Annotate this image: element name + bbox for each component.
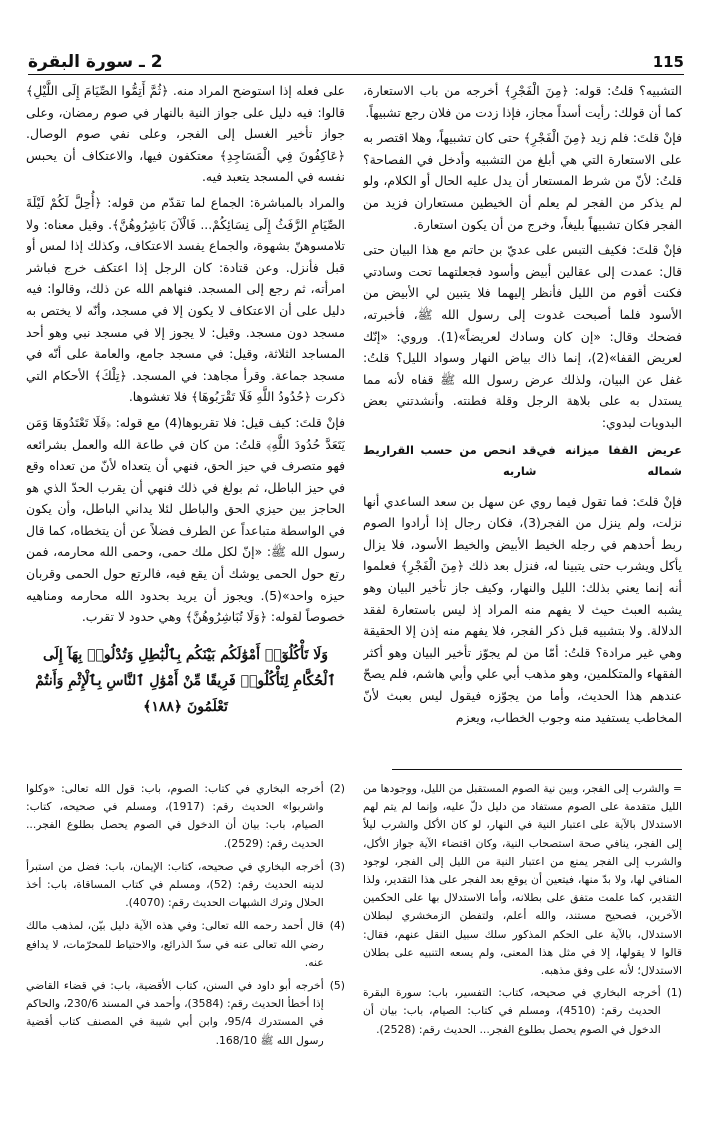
main-text	[26, 80, 682, 760]
footnote-number: (5)	[329, 979, 345, 993]
footnote-number: (3)	[329, 859, 345, 873]
right-column	[363, 80, 682, 760]
poem-second-hemistich: قد انحص من حسب القراريط شاربه	[363, 442, 537, 479]
footnote-separator	[392, 769, 682, 770]
footnotes-left-column	[26, 780, 345, 1110]
footnote-number: (4)	[329, 919, 345, 933]
quran-verse: وَلَا تَأْكُلُوٓا۟ أَمْوَٰلَكُم بَيْنَكُم بِٱلْبَٰطِلِ وَتُدْلُوا۟ بِهَآ إِلَى ٱلْحُكَّامِ لِتَأْكُلُوا۟ فَرِيقًا مِّنْ أَمْوَٰلِ ٱلنَّاسِ بِٱلْإِثْمِ وَأَنتُمْ تَعْلَمُونَ ﴿١٨٨﴾	[35, 646, 336, 715]
poem-first-hemistich: عريض القفا ميزانه في شماله	[536, 442, 682, 479]
footnote-1	[363, 984, 682, 1039]
footnote-text: قال أحمد رحمه الله تعالى: وفي هذه الآية دليل بيّن، لمذهب مالك رضي الله تعالى عنه في سدّ الذرائع، والاحتياط للمحرّمات، لا يدافع عنه.	[26, 919, 324, 969]
page-header	[28, 44, 684, 75]
surah-title: 2 ـ سورة البقرة	[28, 52, 163, 72]
footnote-text: أخرجه أبو داود في السنن، كتاب الأقضية، باب: في قضاء القاضي إذا أخطأ الحديث رقم: (3584)، وأحمد في المسند 230/6، والحاكم في المستدرك 95/4، وابن أبي شيبة في المصنف كتاب أقضية رسول الله ﷺ 168/10.	[26, 979, 324, 1047]
footnote-text: أخرجه البخاري في صحيحه، كتاب: الإيمان، باب: فضل من استبرأ لدينه الحديث رقم: (52)، ومسلم في كتاب المساقاة، باب: أخذ الحلال وترك الشبهات الحديث رقم: (4070).	[26, 859, 324, 910]
footnote-2	[26, 780, 345, 853]
footnote-text: أخرجه البخاري في كتاب: الصوم، باب: قول الله تعالى: «وكلوا واشربوا» الحديث رقم: (1917)، ومسلم في صحيحه، كتاب: الصيام، باب: بيان أن الدخول في الصوم يحصل بطلوع الفجر... الحديث رقم: (2529).	[26, 782, 324, 850]
paragraph: والمراد بالمباشرة: الجماع لما تقدّم من قوله: ﴿أُحِلَّ لَكُمْ لَيْلَةَ الصِّيَامِ الرَّفَثُ إِلَى نِسَائِكُمْ... فَالْآنَ بَاشِرُوهُنَّ﴾. وقيل معناه: ولا تلامسوهنّ بشهوة، والجماع يفسد الاعتكاف، وكذلك إذا لمس أو قبل فأنزل. وعن قتادة: كان الرجل إذا اعتكف خرج فباشر امرأته، ثم رجع إلى المسجد. فنهاهم الله عن ذلك، وقالوا: فيه دليل على أن الاعتكاف لا يكون إلا في مسجد، وأنّه لا يختص به مسجد دون مسجد. وقيل: لا يجوز إلا في مسجد نبي وهو أحد المساجد الثلاثة، وقيل: في مسجد جامع، والعامة على أنّه في مسجد جماعة. وقرأ مجاهد: في المسجد. ﴿تِلْكَ﴾ الأحكام التي ذكرت ﴿حُدُودُ اللَّهِ فَلَا تَقْرَبُوهَا﴾ فلا تغشوها.	[26, 194, 345, 405]
footnote-number: (1)	[666, 986, 682, 1000]
footnote-continuation: = والشرب إلى الفجر، وبين نية الصوم المستقبل من الليل، ووجودها من الليل متقدمة على الصوم مستفاد من دليل دلّ عليه، وإنما لم يتم لهم الاستدلال بالآية على اعتبار النية في النهار، لو كان الأكل والشرب ليلاً إلى الفجر، ينافي صحة استصحاب النية، وكان اقتضاء الآية جواز الأكل، والشرب إلى الفجر يمنع من اعتبار النية من الليل إلى الفجر، لوجود المنافي لها، ولا بدّ منها، فيتعين أن يوقع بعد الفجر على هذا التقدير، ولذا التقدير، كما علمت متفق على بطلانه، وأما الاستدلال بها على الحكمين الآخرين، فصحيح مستند، والله أعلم، ولتفطن الزمخشري لبطلان الاستدلال، بالآية على الحكم المذكور سلك سبيل النقل عنهم، فقال: قالوا لا يقولها، إلا في مثل هذا المعنى، ولم يسعه التنبيه على بطلان الاستدلال؛ لأنه على وفق مذهبه.	[363, 782, 682, 978]
left-column	[26, 80, 345, 760]
poem-verse	[363, 440, 682, 483]
footnote-number: (2)	[329, 782, 345, 795]
paragraph: فإنْ قلتَ: فما تقول فيما روي عن سهل بن سعد الساعدي أنها نزلت، ولم ينزل من الفجر(3)، فكان رجال إذا أرادوا الصوم ربط أحدهم في رجله الخيط الأبيض والخيط الأسود، فلا يزال يأكل ويشرب حتى يتبينا له، فنزل بعد ذلك ﴿مِنَ الْفَجْرِ﴾ فعلموا أنه إنما يعني بذلك: الليل والنهار، وكيف جاز تأخير البيان وهو يشبه العبث حيث لا يفهم منه المراد إذ ليس باستعارة لفقد الدلالة. ولا بتشبيه قبل ذكر الفجر، فلا يفهم منه إذن إلا الحقيقة وهي غير مرادة؟ قلتُ: أمّا من لم يجوّز تأخير البيان وهو أكثر الفقهاء والمتكلمين، وهو مذهب أبي علي وأبي هاشم، فلم يصحّ عندهم هذا الحديث، وأما من يجوّزه فيقول ليس بعبث لأنّ المخاطب يستفيد منه وجوب الخطاب، ويعزم	[363, 493, 682, 725]
paragraph: التشبيه؟ قلتُ: قوله: ﴿مِنَ الْفَجْرِ﴾ أخرجه من باب الاستعارة، كما أن قولك: رأيت أسداً مجاز، فإذا زدت من فلان رجع تشبيهاً.	[363, 83, 682, 120]
paragraph: فإنْ قلتَ: كيف قيل: فلا تقربوها(4) مع قوله: ﴿فَلَا تَعْتَدُوهَا وَمَن يَتَعَدَّ حُدُودَ اللَّهِ﴾ قلتُ: من كان في طاعة الله والعمل بشرائعه فهو متصرف في حيز الحق، فنهي أن يتعداه لأنّ من تعداه وقع في حيز الباطل، ثم بولغ في ذلك فنهي أن يقرب الحدّ الذي هو الحاجز بين حيزي الحق والباطل لئلا يداني الباطل، وأن يكون في الواسطة متباعداً عن الطرف فضلاً عن أن يتخطاه، كما قال رسول الله ﷺ: «إنّ لكل ملك حمى، وحمى الله محارمه، فمن رتع حول الحمى يوشك أن يقع فيه، فالرتع حول الحمى وقربان حيزه واحد»(5). ويجوز أن يريد بحدود الله محارمه ومناهيه خصوصاً لقوله: ﴿وَلَا تُبَاشِرُوهُنَّ﴾ وهي حدود لا تقرب.	[26, 414, 345, 625]
footnotes-right-column	[363, 780, 682, 1110]
footnote-text: أخرجه البخاري في صحيحه، كتاب: التفسير، باب: سورة البقرة الحديث رقم: (4510)، ومسلم في كتاب: الصيام، باب: بيان أن الدخول في الصوم يحصل بطلوع الفجر... الحديث رقم: (2528).	[363, 986, 661, 1036]
footnote-3	[26, 858, 345, 913]
footnote-4	[26, 917, 345, 972]
paragraph: فإنْ قلتَ: فكيف التبس على عديّ بن حاتم مع هذا البيان حتى قال: عمدت إلى عقالين أبيض وأسود فجعلتهما تحت وسادتي فكنت أقوم من الليل فأنظر إليهما فلا يتبين لي الأبيض من الأسود فلما أصبحت غدوت إلى رسول الله ﷺ، فأخبرته، فضحك وقال: «إن كان وسادك لعريضاً»(1). وروي: «إنّك لعريض القفا»(2)، إنما ذاك بياض النهار وسواد الليل؟ قلتُ: غفل عن البيان، ولذلك عرض رسول الله ﷺ قفاه لأنه مما يستدل به على بلاهة الرجل وقلة فطنته. وأنشدتني بعض البدويات لبدوي:	[363, 242, 682, 430]
paragraph: على فعله إذا استوضح المراد منه. ﴿ثُمَّ أَتِمُّوا الصِّيَامَ إِلَى اللَّيْلِ﴾ قالوا: فيه دليل على جواز النية بالنهار في صوم رمضان، وعلى جواز تأخير الغسل إلى الفجر، وعلى نفي صوم الوصال. ﴿عَاكِفُونَ فِي الْمَسَاجِدِ﴾ معتكفون فيها، والاعتكاف أن يحبس نفسه في المسجد يتعبد فيه.	[26, 83, 345, 185]
page-number: 115	[652, 53, 684, 71]
paragraph: فإنْ قلتَ: فلم زيد ﴿مِنَ الْفَجْرِ﴾ حتى كان تشبيهاً، وهلا اقتصر به على الاستعارة التي هي أبلغ من التشبيه وأدخل في الفصاحة؟ قلتُ: لأنّ من شرط المستعار أن يدل عليه الحال أو الكلام، ولو لم يذكر من الفجر لم يعلم أن الخيطين مستعاران فزيد من الفجر فكان تشبيهاً بليغاً، وخرج من أن يكون استعارة.	[363, 130, 682, 232]
footnote-5	[26, 977, 345, 1050]
footnotes	[26, 780, 682, 1110]
